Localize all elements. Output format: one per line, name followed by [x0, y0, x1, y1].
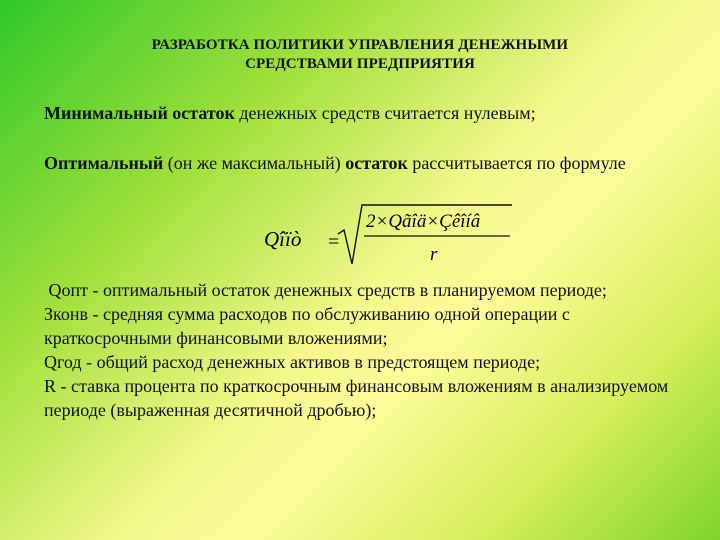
- definition-zkonv: Зконв - средняя сумма расходов по обслуживанию одной операции с краткосрочными финансовыми вложениями;: [44, 304, 570, 348]
- formula-denominator: r: [430, 244, 438, 265]
- optimal-term: Оптимальный: [44, 153, 164, 173]
- optimal-text: рассчитывается по формуле: [407, 153, 626, 173]
- definition-qgod: Qгод - общий расход денежных активов в предстоящем периоде;: [44, 352, 541, 372]
- definition-r: R - ставка процента по краткосрочным финансовым вложениям в анализируемом периоде (выраженная десятичной дробью);: [44, 376, 669, 420]
- balance-term: остаток: [345, 153, 408, 173]
- minimum-balance-text: денежных средств считается нулевым;: [234, 103, 536, 123]
- minimum-balance-paragraph: [44, 101, 684, 125]
- slide-title: [60, 36, 660, 74]
- optimal-balance-formula: [262, 198, 522, 270]
- optimal-aside: (он же максимальный): [163, 153, 346, 173]
- formula-equals: =: [328, 231, 340, 253]
- definition-qopt: Qопт - оптимальный остаток денежных средств в планируемом периоде;: [44, 280, 607, 300]
- definitions-block: [44, 278, 684, 422]
- formula-numerator: 2×Qãîä×Çêîíâ: [366, 211, 481, 232]
- minimum-balance-term: Минимальный остаток: [44, 103, 235, 123]
- formula-lhs: Qîïò: [264, 227, 302, 251]
- title-line-2: СРЕДСТВАМИ ПРЕДПРИЯТИЯ: [245, 56, 475, 72]
- optimal-balance-paragraph: [44, 151, 684, 175]
- title-line-1: РАЗРАБОТКА ПОЛИТИКИ УПРАВЛЕНИЯ ДЕНЕЖНЫМИ: [151, 37, 569, 53]
